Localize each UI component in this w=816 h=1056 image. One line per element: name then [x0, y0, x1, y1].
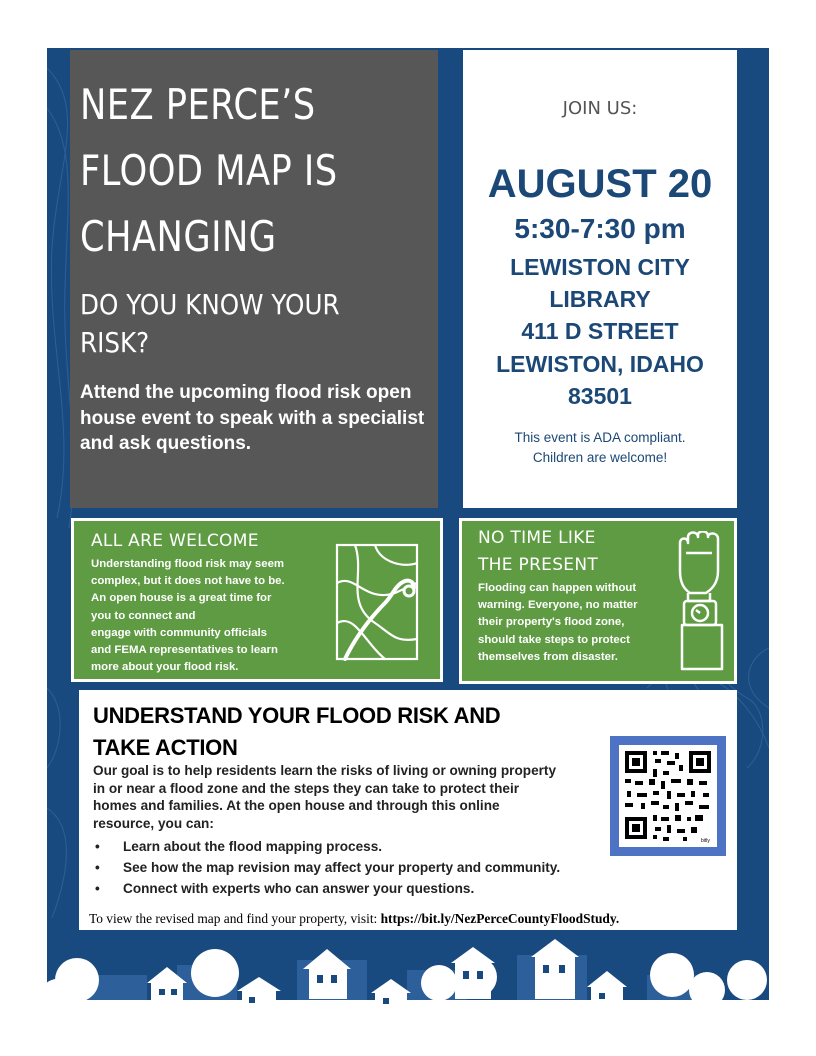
intro-line: house event to speak with a specialist: [80, 407, 425, 429]
body-line: engage with community officials: [91, 626, 267, 639]
body-line: An open house is a great time for: [91, 592, 272, 605]
paragraph-line: resource, you can:: [93, 815, 214, 831]
body-line: warning. Everyone, no matter: [478, 599, 638, 612]
intro-text: [80, 380, 440, 457]
body-line: you to connect and: [91, 609, 196, 622]
body-line: themselves from disaster.: [478, 650, 618, 663]
subtitle-line: RISK?: [80, 326, 150, 359]
action-paragraph: [93, 762, 593, 832]
subtitle: [80, 286, 414, 362]
title-line: CHANGING: [80, 212, 277, 261]
study-link[interactable]: https://bit.ly/NezPerceCountyFloodStudy.: [380, 911, 620, 926]
paragraph-line: in or near a flood zone and the steps they can take to protect their: [93, 780, 520, 796]
title-line: NEZ PERCE’S: [80, 80, 316, 129]
event-panel: [463, 50, 737, 508]
welcome-heading: ALL ARE WELCOME: [91, 531, 259, 551]
main-title: [80, 72, 374, 270]
wristwatch-fist-icon: [672, 531, 732, 671]
body-line: and FEMA representatives to learn: [91, 644, 278, 657]
body-line: more about your flood risk.: [91, 661, 239, 674]
neighborhood-illustration: [47, 935, 769, 1018]
intro-line: Attend the upcoming flood risk open: [80, 382, 412, 403]
heading-line: TAKE ACTION: [93, 735, 238, 760]
paragraph-line: Our goal is to help residents learn the risks of living or owning property: [93, 763, 557, 778]
list-item: • Connect with experts who can answer your questions.: [93, 878, 653, 899]
title-panel: [70, 50, 438, 508]
list-item: • See how the map revision may affect your property and community.: [93, 857, 653, 878]
title-line: FLOOD MAP IS: [80, 146, 338, 195]
join-label: JOIN US:: [562, 98, 638, 119]
location-line: LIBRARY: [549, 286, 651, 313]
action-list: [93, 836, 653, 899]
no-time-like-present-panel: [459, 518, 737, 684]
body-line: complex, but it does not have to be.: [91, 575, 285, 588]
event-notes: [463, 428, 737, 468]
event-date: AUGUST 20: [487, 162, 713, 206]
body-line: should take steps to protect: [478, 633, 630, 646]
note-line: This event is ADA compliant.: [514, 430, 686, 445]
heading-line: NO TIME LIKE: [478, 528, 596, 548]
qr-code-image: [619, 745, 717, 847]
qr-code[interactable]: [610, 736, 726, 856]
map-icon: [335, 543, 419, 661]
action-heading: [93, 700, 553, 764]
welcome-body: [91, 556, 341, 676]
event-time: 5:30-7:30 pm: [514, 213, 686, 244]
qr-caption: bitly: [701, 838, 710, 844]
intro-line: and ask questions.: [80, 433, 252, 454]
location-line: LEWISTON CITY: [510, 254, 690, 280]
subtitle-line: DO YOU KNOW YOUR: [80, 288, 340, 321]
all-are-welcome-panel: [71, 518, 443, 682]
event-location: [463, 251, 737, 412]
present-body: [478, 580, 668, 666]
location-line: LEWISTON, IDAHO: [496, 350, 704, 377]
note-line: Children are welcome!: [532, 450, 668, 465]
location-line: 411 D STREET: [521, 318, 679, 345]
list-item: • Learn about the flood mapping process.: [93, 836, 653, 857]
body-line: Understanding flood risk may seem: [91, 558, 285, 570]
paragraph-line: homes and families. At the open house and through this online: [93, 798, 500, 814]
location-line: 83501: [568, 382, 632, 409]
visit-line: [89, 911, 619, 927]
body-line: Flooding can happen without: [478, 582, 637, 594]
heading-line: UNDERSTAND YOUR FLOOD RISK AND: [93, 703, 501, 728]
present-heading: [478, 525, 598, 579]
visit-prefix: To view the revised map and find your property, visit:: [89, 911, 381, 926]
heading-line: THE PRESENT: [478, 555, 599, 575]
body-line: their property's flood zone,: [478, 616, 625, 629]
